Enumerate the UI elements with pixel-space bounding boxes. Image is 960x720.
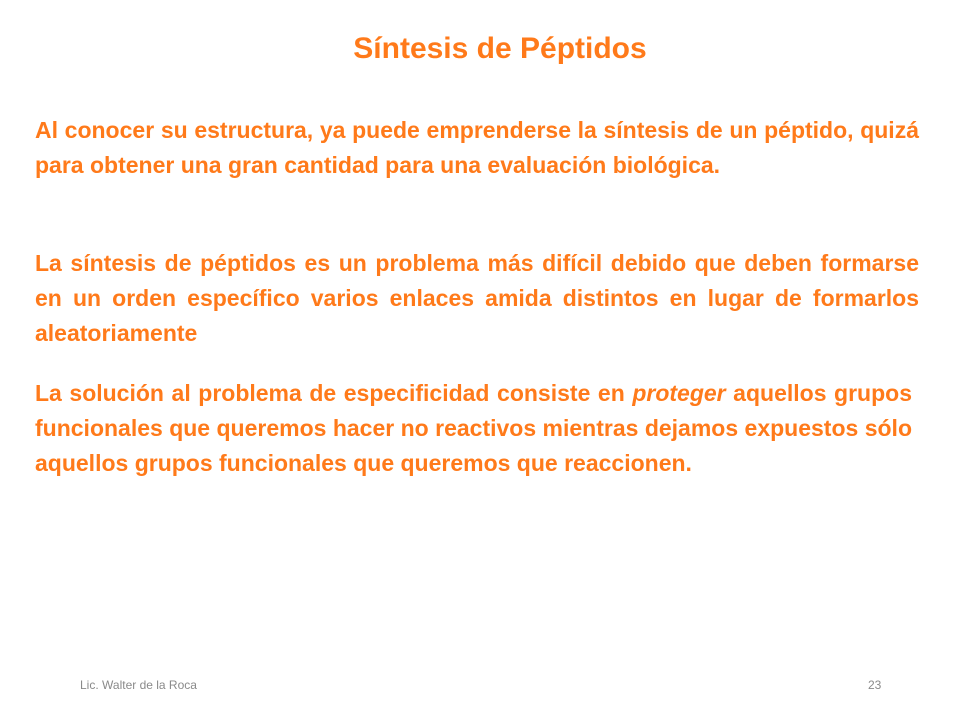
emphasis-proteger: proteger: [632, 380, 726, 406]
paragraph-intro: Al conocer su estructura, ya puede emprenderse la síntesis de un péptido, quizá para obtener una gran cantidad para una evaluación biológica.: [35, 117, 919, 178]
paragraph-solution: [35, 376, 912, 481]
slide-title: Síntesis de Péptidos: [353, 32, 647, 65]
footer-author: Lic. Walter de la Roca: [80, 678, 197, 692]
page-number: 23: [868, 678, 882, 692]
solution-text-start: La solución al problema de especificidad consiste en: [35, 380, 633, 406]
solution-text-end: aquellos grupos funcionales que queremos hacer no reactivos mientras dejamos expuestos sólo aquellos grupos funcionales que queremos que reaccionen.: [35, 380, 912, 476]
paragraph-difficulty: La síntesis de péptidos es un problema más difícil debido que deben formarse en un orden específico varios enlaces amida distintos en lugar de formarlos aleatoriamente: [35, 250, 919, 346]
